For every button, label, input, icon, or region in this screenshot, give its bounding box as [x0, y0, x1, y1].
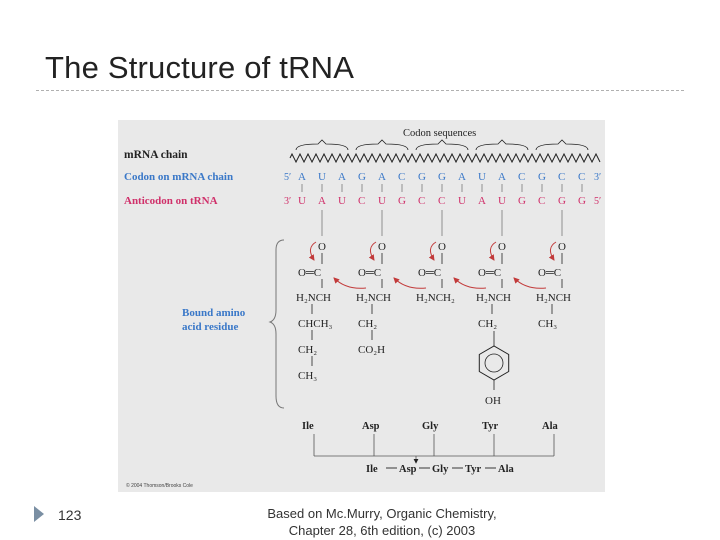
- peptide-residue: Gly: [432, 464, 449, 475]
- side-chain-group: CH₃: [538, 318, 558, 330]
- title-divider: [36, 90, 684, 91]
- codon-base: A: [338, 171, 346, 183]
- anticodon-base: G: [578, 195, 586, 207]
- ester-oxygen: O: [318, 241, 326, 253]
- mrna-chain-label: mRNA chain: [124, 149, 188, 161]
- codon-base: C: [558, 171, 566, 183]
- amine-group: H₂NCH: [356, 292, 392, 304]
- anticodon-base: C: [538, 195, 546, 207]
- mechanism-arrow: [490, 242, 496, 260]
- anticodon-base: U: [378, 195, 386, 207]
- side-chain-group: CO₂H: [358, 344, 386, 356]
- codon-base: G: [418, 171, 426, 183]
- bullet-arrow-icon: [34, 506, 44, 522]
- ester-oxygen: O: [438, 241, 446, 253]
- codon-3prime: 3′: [594, 172, 602, 183]
- amine-group: H₂NCH: [536, 292, 572, 304]
- mechanism-arrow: [430, 242, 436, 260]
- side-chain-group: CH₃: [298, 370, 318, 382]
- codon-base: G: [538, 171, 546, 183]
- attack-arrow: [394, 278, 426, 288]
- attack-arrow: [514, 278, 546, 288]
- carbonyl-group: O═C: [298, 267, 322, 279]
- citation-line-2: Chapter 28, 6th edition, (c) 2003: [288, 523, 476, 538]
- codon-base: A: [498, 171, 506, 183]
- anticodon-base: U: [498, 195, 506, 207]
- slide-title: The Structure of tRNA: [45, 50, 355, 85]
- anticodon-base: A: [318, 195, 326, 207]
- codon-base: C: [398, 171, 406, 183]
- anticodon-base: U: [338, 195, 346, 207]
- bound-residue-bracket: [270, 240, 284, 408]
- side-chain-group: CH₂: [478, 318, 498, 330]
- anticodon-base: C: [418, 195, 426, 207]
- copyright-note: © 2004 Thomson/Brooks Cole: [126, 483, 193, 489]
- carbonyl-group: O═C: [418, 267, 442, 279]
- attack-arrow: [454, 278, 486, 288]
- codon-5prime: 5′: [284, 172, 292, 183]
- anticodon-3prime: 3′: [284, 196, 292, 207]
- attack-arrow: [334, 278, 366, 288]
- ester-oxygen: O: [558, 241, 566, 253]
- residue-name: Asp: [362, 421, 380, 432]
- anticodon-base: G: [398, 195, 406, 207]
- codon-base: A: [378, 171, 386, 183]
- bound-label-line-2: acid residue: [182, 321, 239, 333]
- anticodon-base: U: [458, 195, 466, 207]
- anticodon-base: C: [438, 195, 446, 207]
- codon-base: A: [458, 171, 466, 183]
- residue-name: Tyr: [482, 421, 499, 432]
- mechanism-arrow: [370, 242, 376, 260]
- side-chain-group: CH₂: [358, 318, 378, 330]
- codon-brace: [416, 140, 468, 150]
- carbonyl-group: O═C: [358, 267, 382, 279]
- ester-oxygen: O: [378, 241, 386, 253]
- residue-name: Ala: [542, 421, 558, 432]
- side-chain-group: CH₂: [298, 344, 318, 356]
- anticodon-base: C: [358, 195, 366, 207]
- benzene-ring: [479, 346, 508, 380]
- anticodon-label: Anticodon on tRNA: [124, 195, 218, 207]
- residue-name: Ile: [302, 421, 314, 432]
- page-number: 123: [58, 507, 82, 523]
- anticodon-base: G: [518, 195, 526, 207]
- trna-diagram: [118, 120, 605, 492]
- peptide-residue: Ala: [498, 464, 514, 475]
- citation-line-1: Based on Mc.Murry, Organic Chemistry,: [267, 506, 497, 521]
- trna-figure: [118, 120, 605, 492]
- codon-label: Codon on mRNA chain: [124, 171, 234, 183]
- anticodon-5prime: 5′: [594, 196, 602, 207]
- anticodon-base: A: [478, 195, 486, 207]
- carbonyl-group: O═C: [478, 267, 502, 279]
- anticodon-base: G: [558, 195, 566, 207]
- mechanism-arrow: [550, 242, 556, 260]
- anticodon-base: U: [298, 195, 306, 207]
- codon-base: G: [438, 171, 446, 183]
- peptide-residue: Tyr: [465, 464, 482, 475]
- ester-oxygen: O: [498, 241, 506, 253]
- amine-group: H₂NCH₂: [416, 292, 455, 304]
- hydroxyl-group: OH: [485, 395, 501, 407]
- citation: [232, 505, 532, 539]
- amine-group: H₂NCH: [476, 292, 512, 304]
- codon-base: G: [358, 171, 366, 183]
- side-chain-group: CHCH₃: [298, 318, 333, 330]
- codon-base: A: [298, 171, 306, 183]
- codon-brace: [356, 140, 408, 150]
- codon-brace: [296, 140, 348, 150]
- codon-base: C: [578, 171, 586, 183]
- bound-label-line-1: Bound amino: [182, 307, 246, 319]
- peptide-residue: Ile: [366, 464, 378, 475]
- carbonyl-group: O═C: [538, 267, 562, 279]
- codon-base: U: [478, 171, 486, 183]
- codon-base: U: [318, 171, 326, 183]
- residue-name: Gly: [422, 421, 439, 432]
- peptide-residue: Asp: [399, 464, 417, 475]
- mrna-chain-line: [290, 154, 600, 162]
- aromatic-circle: [485, 354, 503, 372]
- codon-sequences-label: Codon sequences: [403, 128, 477, 139]
- amine-group: H₂NCH: [296, 292, 332, 304]
- codon-brace: [476, 140, 528, 150]
- codon-base: C: [518, 171, 526, 183]
- codon-brace: [536, 140, 588, 150]
- mechanism-arrow: [310, 242, 316, 260]
